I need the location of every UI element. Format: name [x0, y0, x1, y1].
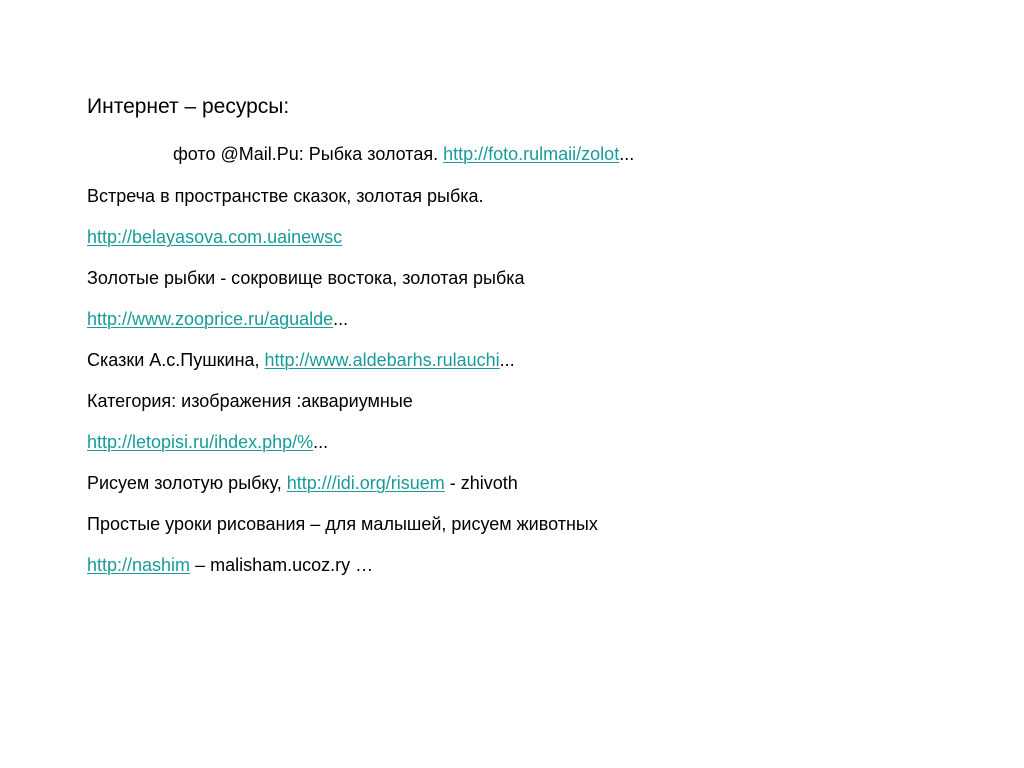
resource-link-8[interactable]: http://letopisi.ru/ihdex.php/%	[87, 432, 314, 452]
slide-heading: Интернет – ресурсы:	[87, 95, 290, 118]
resource-line-10	[87, 512, 598, 536]
resource-line-1	[173, 142, 634, 166]
resource-line-7	[87, 389, 413, 413]
resource-suffix-1: ...	[619, 144, 635, 164]
resource-text-4: Золотые рыбки - сокровище востока, золотая рыбка	[87, 268, 525, 288]
resource-link-6[interactable]: http://www.aldebarhs.rulauchi	[264, 350, 500, 370]
resource-link-11[interactable]: http://nashim	[87, 555, 191, 575]
resource-text-6: Сказки А.с.Пушкина,	[87, 350, 265, 370]
resource-line-2	[87, 184, 484, 208]
resource-line-6	[87, 348, 515, 372]
resource-link-1[interactable]: http://foto.rulmaii/zolot	[443, 144, 620, 164]
resource-line-9	[87, 471, 518, 495]
resource-text-7: Категория: изображения :аквариумные	[87, 391, 413, 411]
resource-link-9[interactable]: http:///idi.org/risuem	[286, 473, 445, 493]
resource-line-4	[87, 266, 525, 290]
resource-link-5[interactable]: http://www.zooprice.ru/agualde	[87, 309, 334, 329]
resource-suffix-6: ...	[499, 350, 515, 370]
resource-suffix-9: - zhivoth	[444, 473, 518, 493]
resource-line-8	[87, 430, 328, 454]
resource-suffix-5: ...	[333, 309, 349, 329]
resource-line-5	[87, 307, 348, 331]
resource-text-1: фото @Mail.Pu: Рыбка золотая.	[173, 144, 444, 164]
resource-line-3	[87, 225, 342, 249]
resource-text-10: Простые уроки рисования – для малышей, рисуем животных	[87, 514, 598, 534]
resource-suffix-11: – malisham.ucoz.ry …	[190, 555, 374, 575]
resource-text-2: Встреча в пространстве сказок, золотая рыбка.	[87, 186, 484, 206]
resource-suffix-8: ...	[313, 432, 329, 452]
resource-line-11	[87, 553, 373, 577]
resource-text-9: Рисуем золотую рыбку,	[87, 473, 287, 493]
resource-link-3[interactable]: http://belayasova.com.uainewsc	[87, 227, 343, 247]
